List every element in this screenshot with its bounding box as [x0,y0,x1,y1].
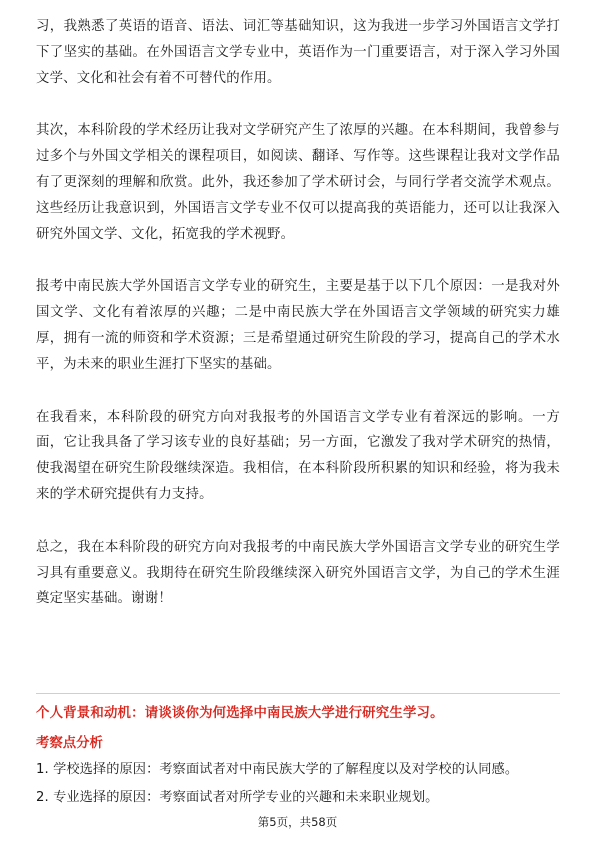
analysis-point: 2. 专业选择的原因：考察面试者对所学专业的兴趣和未来职业规划。 [36,790,439,805]
paragraph: 报考中南民族大学外国语言文学专业的研究生，主要是基于以下几个原因：一是我对外国文学、文化有着浓厚的兴趣；二是中南民族大学在外国语言文学领域的研究实力雄厚，拥有一流的师资和学术资源；三是希望通过研究生阶段的学习，提高自己的学术水平，为未来的职业生涯打下坚实的基础。 [36,279,560,372]
paragraph: 习，我熟悉了英语的语音、语法、词汇等基础知识，这为我进一步学习外国语言文学打下了坚实的基础。在外国语言文学专业中，英语作为一门重要语言，对于深入学习外国文学、文化和社会有着不可替代的作用。 [36,19,560,86]
question-heading: 个人背景和动机：请谈谈你为何选择中南民族大学进行研究生学习。 [36,706,444,721]
analysis-point: 1. 学校选择的原因：考察面试者对中南民族大学的了解程度以及对学校的认同感。 [36,762,519,777]
page-number: 第5页，共58页 [257,815,338,829]
paragraph: 总之，我在本科阶段的研究方向对我报考的中南民族大学外国语言文学专业的研究生学习具有重要意义。我期待在研究生阶段继续深入研究外国语言文学，为自己的学术生涯奠定坚实基础。谢谢！ [36,539,560,607]
analysis-heading: 考察点分析 [36,736,103,751]
paragraph: 其次，本科阶段的学术经历让我对文学研究产生了浓厚的兴趣。在本科期间，我曾参与过多个与外国文学相关的课程项目，如阅读、翻译、写作等。这些课程让我对文学作品有了更深刻的理解和欣赏。此外，我还参加了学术研讨会，与同行学者交流学术观点。这些经历让我意识到，外国语言文学专业不仅可以提高我的英语能力，还可以让我深入研究外国文学、文化，拓宽我的学术视野。 [36,123,560,242]
section-divider [36,693,560,694]
answer-body [36,14,560,639]
paragraph: 在我看来，本科阶段的研究方向对我报考的外国语言文学专业有着深远的影响。一方面，它让我具备了学习该专业的良好基础；另一方面，它激发了我对学术研究的热情，使我渴望在研究生阶段继续深造。我相信，在本科阶段所积累的知识和经验，将为我未来的学术研究提供有力支持。 [36,409,560,502]
